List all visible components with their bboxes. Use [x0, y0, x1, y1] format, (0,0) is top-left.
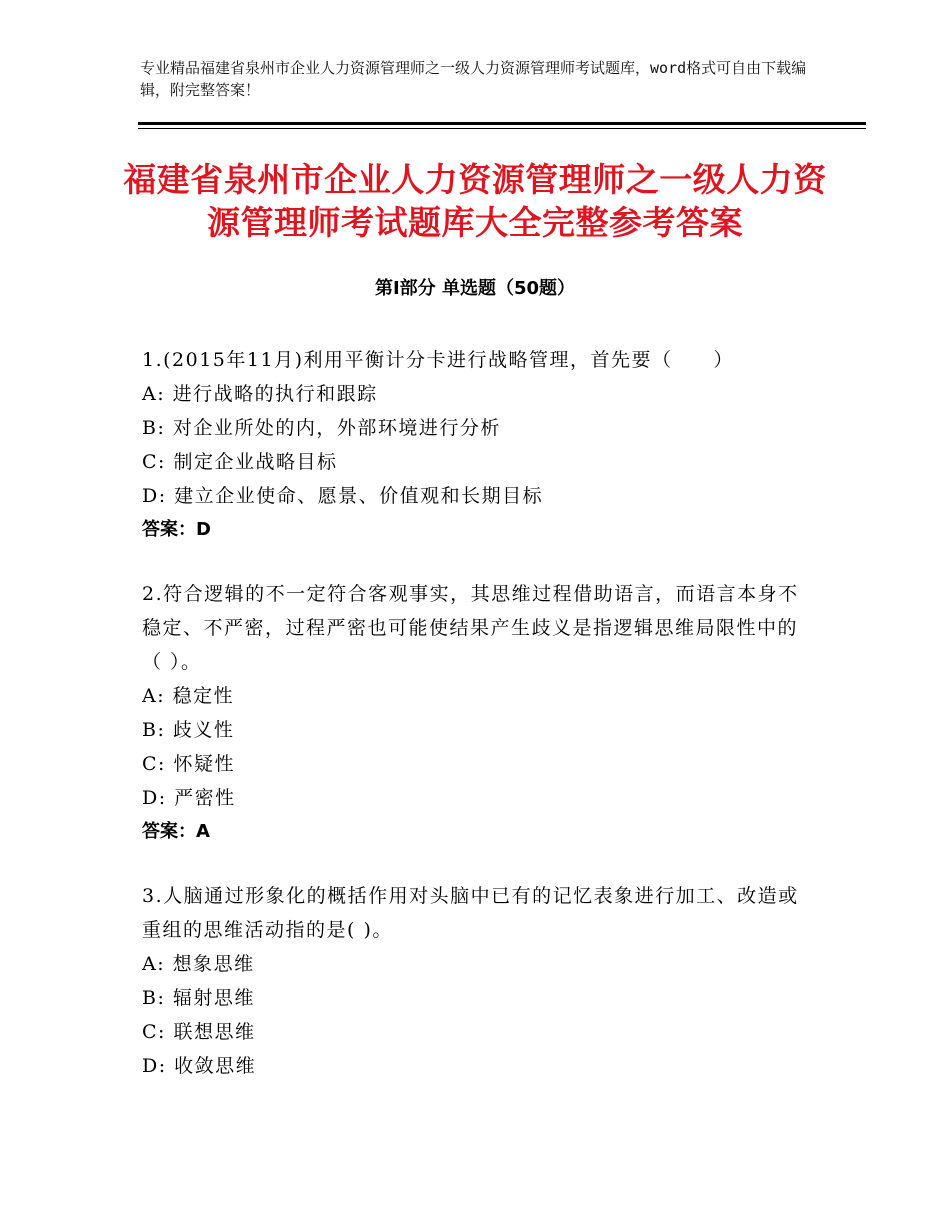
question-1 — [142, 343, 802, 547]
question-stem: 2.符合逻辑的不一定符合客观事实，其思维过程借助语言，而语言本身不稳定、不严密，过程严密也可能使结果产生歧义是指逻辑思维局限性中的（ ）。 — [142, 583, 799, 673]
header-divider-thin — [138, 128, 866, 129]
option-c: C: 制定企业战略目标 — [142, 451, 338, 473]
question-stem: 1.(2015年11月)利用平衡计分卡进行战略管理，首先要（ ） — [142, 349, 734, 371]
answer: 答案：D — [142, 519, 211, 540]
option-b: B: 辐射思维 — [142, 987, 255, 1009]
question-stem: 3.人脑通过形象化的概括作用对头脑中已有的记忆表象进行加工、改造或重组的思维活动指的是( )。 — [142, 885, 799, 941]
option-d: D: 收敛思维 — [142, 1055, 257, 1077]
option-d: D: 建立企业使命、愿景、价值观和长期目标 — [142, 485, 544, 507]
option-c: C: 怀疑性 — [142, 753, 235, 775]
document-title: 福建省泉州市企业人力资源管理师之一级人力资源管理师考试题库大全完整参考答案 — [123, 160, 827, 242]
header-divider-thick — [138, 122, 866, 125]
option-a: A: 进行战略的执行和跟踪 — [142, 383, 378, 405]
answer: 答案：A — [142, 821, 210, 842]
option-c: C: 联想思维 — [142, 1021, 256, 1043]
question-list — [142, 343, 802, 1113]
option-b: B: 歧义性 — [142, 719, 235, 741]
question-2 — [142, 577, 802, 849]
header-note: 专业精品福建省泉州市企业人力资源管理师之一级人力资源管理师考试题库，word格式可自由下载编辑，附完整答案！ — [140, 59, 807, 99]
option-a: A: 稳定性 — [142, 685, 235, 707]
section-heading: 第Ⅰ部分 单选题（50题） — [374, 278, 575, 299]
option-d: D: 严密性 — [142, 787, 236, 809]
question-3 — [142, 879, 802, 1083]
option-a: A: 想象思维 — [142, 953, 255, 975]
option-b: B: 对企业所处的内，外部环境进行分析 — [142, 417, 501, 439]
